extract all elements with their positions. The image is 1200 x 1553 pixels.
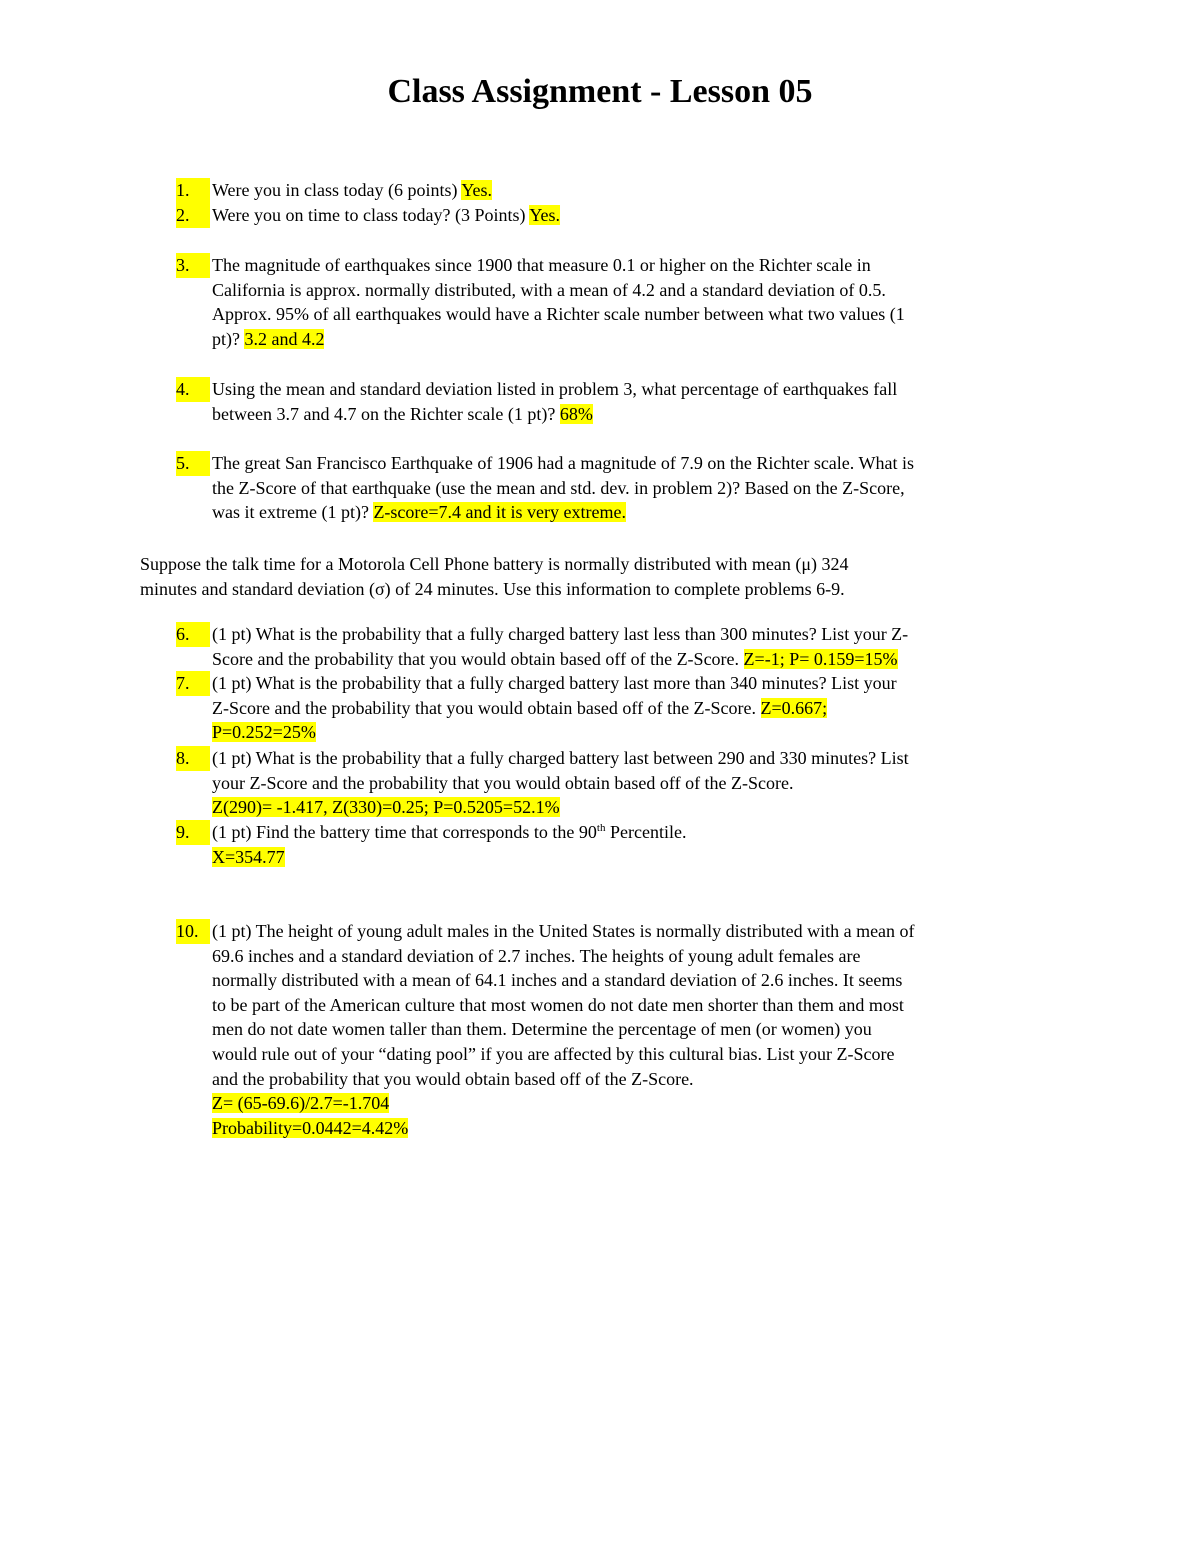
question-number: 9. xyxy=(176,820,210,845)
question-text-line: Score and the probability that you would obtain based off of the Z-Score. xyxy=(212,648,744,669)
answer: Probability=0.0442=4.42% xyxy=(212,1117,409,1138)
answer: 68% xyxy=(559,403,593,424)
battery-intro-paragraph xyxy=(140,552,1070,601)
question-text-line: was it extreme (1 pt)? xyxy=(212,502,374,523)
question-number: 10. xyxy=(176,919,210,944)
question-text-line: The great San Francisco Earthquake of 1906 had a magnitude of 7.9 on the Richter scale. What is xyxy=(212,453,914,473)
question-text-line: Percentile. xyxy=(605,822,687,842)
question-3 xyxy=(176,253,1066,351)
question-number: 5. xyxy=(176,451,210,476)
answer: Z(290)= -1.417, Z(330)=0.25; P=0.5205=52.1% xyxy=(212,797,560,818)
question-text-line: Z-Score and the probability that you would obtain based off of the Z-Score. xyxy=(212,697,761,718)
question-number: 2. xyxy=(176,203,210,228)
question-2 xyxy=(176,203,1066,228)
answer: Yes. xyxy=(461,180,493,200)
question-text-line: pt)? xyxy=(212,328,245,349)
question-4 xyxy=(176,377,1066,426)
question-number: 1. xyxy=(176,178,210,203)
question-text-line: Using the mean and standard deviation listed in problem 3, what percentage of earthquakes fall xyxy=(212,379,898,399)
answer: P=0.252=25% xyxy=(212,722,316,743)
question-text-line: normally distributed with a mean of 64.1 inches and a standard deviation of 2.6 inches. It seems xyxy=(212,970,903,991)
answer: Z= (65-69.6)/2.7=-1.704 xyxy=(212,1093,390,1114)
question-text-line: and the probability that you would obtain based off of the Z-Score. xyxy=(212,1068,694,1089)
question-text: Were you on time to class today? (3 Points) xyxy=(212,205,530,225)
question-text-line: (1 pt) The height of young adult males in the United States is normally distributed with a mean of xyxy=(212,921,915,941)
answer: Z=-1; P= 0.159=15% xyxy=(743,648,898,669)
question-text-line: to be part of the American culture that most women do not date men shorter than them and most xyxy=(212,994,904,1015)
question-10 xyxy=(176,919,1066,1140)
question-number: 8. xyxy=(176,746,210,771)
question-number: 3. xyxy=(176,253,210,278)
intro-line: minutes and standard deviation (σ) of 24 minutes. Use this information to complete problems 6-9. xyxy=(140,578,845,599)
question-number: 6. xyxy=(176,622,210,647)
question-text-line: The magnitude of earthquakes since 1900 that measure 0.1 or higher on the Richter scale in xyxy=(212,255,871,275)
question-9 xyxy=(176,820,1066,869)
question-6 xyxy=(176,622,1066,671)
intro-line: Suppose the talk time for a Motorola Cell Phone battery is normally distributed with mean (μ) 324 xyxy=(140,554,849,574)
question-1 xyxy=(176,178,1066,203)
question-5 xyxy=(176,451,1066,525)
question-text-line: (1 pt) What is the probability that a fully charged battery last less than 300 minutes? List your Z- xyxy=(212,624,909,644)
answer: Z=0.667; xyxy=(760,697,828,718)
question-8 xyxy=(176,746,1066,820)
question-7 xyxy=(176,671,1066,745)
question-text-line: (1 pt) Find the battery time that corresponds to the 90 xyxy=(212,822,597,842)
question-text-line: the Z-Score of that earthquake (use the mean and std. dev. in problem 2)? Based on the Z-Score, xyxy=(212,477,905,498)
question-text-line: your Z-Score and the probability that you would obtain based off of the Z-Score. xyxy=(212,772,794,793)
answer: Z-score=7.4 and it is very extreme. xyxy=(373,502,626,523)
question-text-line: 69.6 inches and a standard deviation of 2.7 inches. The heights of young adult females are xyxy=(212,945,861,966)
page-title: Class Assignment - Lesson 05 xyxy=(387,73,813,110)
question-text-line: would rule out of your “dating pool” if you are affected by this cultural bias. List your Z-Score xyxy=(212,1043,895,1064)
answer: X=354.77 xyxy=(212,846,285,867)
question-text-line: California is approx. normally distributed, with a mean of 4.2 and a standard deviation of 0.5. xyxy=(212,279,886,300)
question-number: 4. xyxy=(176,377,210,402)
question-text-line: men do not date women taller than them. Determine the percentage of men (or women) you xyxy=(212,1019,872,1040)
question-text: Were you in class today (6 points) xyxy=(212,180,462,200)
question-text-line: (1 pt) What is the probability that a fully charged battery last more than 340 minutes? List your xyxy=(212,673,897,693)
superscript: th xyxy=(596,822,606,834)
question-text-line: between 3.7 and 4.7 on the Richter scale (1 pt)? xyxy=(212,403,560,424)
question-text-line: Approx. 95% of all earthquakes would have a Richter scale number between what two values (1 xyxy=(212,304,905,325)
answer: 3.2 and 4.2 xyxy=(244,328,325,349)
question-text-line: (1 pt) What is the probability that a fully charged battery last between 290 and 330 minutes? List xyxy=(212,748,909,768)
question-number: 7. xyxy=(176,671,210,696)
answer: Yes. xyxy=(529,205,561,225)
